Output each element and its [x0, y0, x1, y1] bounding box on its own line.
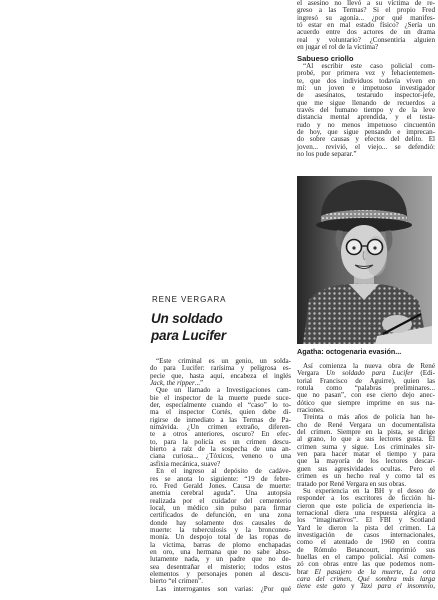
text-line: al grano, lo que a sus lectores gusta. El	[297, 436, 435, 444]
text-line: “Al escribir este caso policial com-	[303, 63, 435, 70]
text-line: rotula como “palabras preliminares...	[297, 385, 435, 393]
text-line: en oro, una hermana que no sabe abso-	[150, 548, 291, 556]
portrait-photo	[297, 176, 432, 344]
text-line: Que un llamado a Investigaciones cam-	[156, 387, 291, 395]
text-line: bierto a raíz de la sospecha de una an-	[150, 446, 291, 454]
text-line: cho de René Vergara un documentalista	[297, 421, 435, 429]
italic-text: La otra	[409, 568, 435, 576]
section-subhead: Sabueso criollo	[297, 54, 354, 63]
italic-text: Qué sombra más larga	[357, 575, 435, 583]
text-line: ma el inspector Cortés, quien debe di-	[150, 409, 291, 417]
italic-text: tiene este gato	[297, 583, 346, 591]
text-line: realizada por el cuidador del cementerio	[150, 497, 291, 505]
text-line: probé, por primera vez y fehacientemen-	[297, 70, 435, 78]
text-line: te, que dos individuos todavía viven en	[297, 77, 435, 85]
text-line: cieron que este policía de experiencia in-	[297, 502, 435, 510]
text-line: nimávida. ¿Un crimen extraño, diferen-	[150, 424, 291, 432]
text-line: huellas en el campo policial. Así comen-	[297, 553, 435, 561]
text-line: pecie que, hasta aquí, encabeza el inglés	[150, 372, 291, 380]
text-line: Vergara Un soldado para Lucifer (Edi-	[297, 370, 435, 378]
text-line: Las interrogantes son varias: ¿Por qué	[156, 585, 291, 593]
text-line: asfixia mecánica, suave?	[150, 460, 221, 468]
text-line: de hoy, que sigue pensando e imprecan-	[297, 129, 435, 137]
text-line: bie el inspector de la muerte puede suce-	[150, 394, 291, 402]
text-line: través del humano tiempo y de la leve	[297, 107, 435, 115]
text-line: ingresó su agonía... ¿por qué manifes-	[297, 14, 435, 22]
text-line: “Este criminal es un genio, un solda-	[156, 358, 291, 365]
text-line: der, especialmente cuando el “caso” lo to-	[150, 402, 291, 410]
text-line: rigirse de inmediato a las Termas de Pa-	[150, 416, 291, 424]
text-line: brar El pasajero de la muerte, La otra	[297, 568, 435, 576]
right-column-top-body	[297, 0, 435, 51]
text-line: tratado por René Vergara en sus obras.	[297, 480, 407, 488]
text-line: mí: un joven e impetuoso investigador	[297, 85, 435, 93]
eye-right	[373, 246, 376, 249]
text-line: bierto “el crimen”.	[150, 578, 203, 586]
text-line: del crimen. Siempre en la pista, se dirige	[297, 429, 435, 437]
text-line: crimen suma y sigue. Los criminales sir-	[297, 443, 435, 451]
italic-text: cara del crimen	[297, 575, 351, 583]
text-line: crimen es un hecho real y como tal es	[297, 473, 435, 481]
text-line: ro. Fred Gerald Jones. Causa de muerte:	[150, 482, 291, 490]
text-line: los “imaginativos”. El FBI y Scotland	[297, 517, 435, 525]
text-line: torial Francisco de Aguirre), quien las	[297, 377, 435, 385]
text-line: que no pasan”, con ese cierto dejo anec-	[297, 392, 435, 400]
italic-text: Taxi para el insomnio	[360, 583, 434, 591]
text-line: monía. Un despojo total de las ropas de	[150, 534, 291, 542]
text-line: que la mayoría de los lectores descar-	[297, 458, 435, 466]
text-line: sea desentrañar el misterio; todos estos	[150, 563, 291, 571]
italic-text: Jack, the ripper	[150, 380, 195, 388]
text-line: no los pude separar.”	[297, 151, 357, 159]
text-line: te a otros anteriores, oscuro? En efec-	[150, 431, 291, 439]
italic-text: El pasajero de la muerte	[314, 568, 402, 576]
text-line: tó estar en mal estado físico? ¿Sería un	[297, 22, 435, 30]
text-line: lutamente nada, y un padre que no de-	[150, 556, 291, 564]
text-line: guen sus agresividades ocultas. Pero el	[297, 465, 435, 473]
right-column-bottom-body	[297, 363, 435, 591]
text-line: la víctima, barras de plomo enchapadas	[150, 541, 291, 549]
text-line: res se anota lo siguiente: “19 de febre-	[150, 475, 291, 483]
text-line: tiene este gato y Taxi para el insomnio,	[297, 583, 435, 591]
text-line: real y voluntario? ¿Consentiría alguien	[297, 36, 435, 44]
text-line: zó con obras entre las que podemos nom-	[297, 561, 435, 569]
text-line: ven para hacer matar el tiempo y para	[297, 451, 435, 459]
text-line: Su experiencia en la BH y el deseo de	[303, 487, 435, 495]
text-line: acuerdo entre dos actores de un drama	[297, 29, 435, 37]
text-line: ternacional diera una respuesta alérgica a	[297, 509, 435, 517]
text-line: to, para la policía es un crimen descu-	[150, 438, 291, 446]
text-line: que me sigue llenando de recuerdos a	[297, 99, 435, 107]
text-line: en jugar el rol de la víctima?	[297, 44, 379, 52]
text-line: responder a los escritores de ficción hi-	[297, 495, 435, 503]
italic-text: Un soldado para Lucifer	[326, 370, 414, 378]
text-line: anemia cerebral aguda”. Una autopsia	[150, 490, 291, 498]
photo-caption: Agatha: octogenaria evasión...	[297, 347, 402, 356]
text-line: certificados de defunción, en una zona	[150, 512, 291, 520]
left-column-body	[150, 358, 291, 593]
text-line: Treinta o más años de policía han he-	[303, 414, 435, 422]
text-line: cara del crimen, Qué sombra más larga	[297, 575, 435, 583]
text-line: Yard le dieron la pista del crimen. La	[297, 524, 435, 532]
eye-left	[352, 246, 355, 249]
article-title-line-2: para Lucifer	[151, 328, 226, 343]
hand	[382, 315, 412, 333]
article-title-line-1: Un soldado	[151, 311, 223, 326]
text-line: rudo y no menos impetuoso cincuentón	[297, 121, 435, 129]
text-line: investigación de casos internacionales,	[297, 531, 435, 539]
text-line: Jack, the ripper...”	[150, 380, 204, 388]
text-line: como el atentado de 1960 en contra	[297, 539, 435, 547]
text-line: ciana curiosa... ¿Tóxicos, veneno o una	[150, 453, 291, 461]
text-line: muerte: la tuberculosis y la bronconeu-	[150, 526, 291, 534]
text-line: rraciones.	[297, 407, 325, 415]
text-line: greso a las Termas? Si el propio Fred	[297, 7, 435, 15]
text-line: elementos y personajes ponen al descu-	[150, 570, 291, 578]
text-line: joven... revivió, el viejo... se defendió:	[297, 143, 435, 151]
text-line: dótico que siempre imprime en sus na-	[297, 399, 435, 407]
right-column-quote-body	[297, 63, 435, 158]
text-line: donde hay solamente dos causales de	[150, 519, 291, 527]
text-line: En el ingreso al depósito de cadáve-	[156, 468, 291, 476]
text-line: el asesino no llevó a su víctima de re-	[297, 0, 435, 7]
text-line: do para Lucifer: rarísima y peligrosa es-	[150, 365, 291, 373]
text-line: local, un médico sin pulso para firmar	[150, 504, 291, 512]
text-line: do sobre causas y efectos del delito. El	[297, 136, 435, 144]
text-line: distancia mental aprendida, y el testa-	[297, 114, 435, 122]
author-byline: RENE VERGARA	[152, 295, 227, 304]
text-line: Así comienza la nueva obra de René	[303, 363, 435, 370]
text-line: de Rómulo Betancourt, imprimió sus	[297, 546, 435, 554]
text-line: de asesinatos, testarudo inspector-jefe,	[297, 92, 435, 100]
